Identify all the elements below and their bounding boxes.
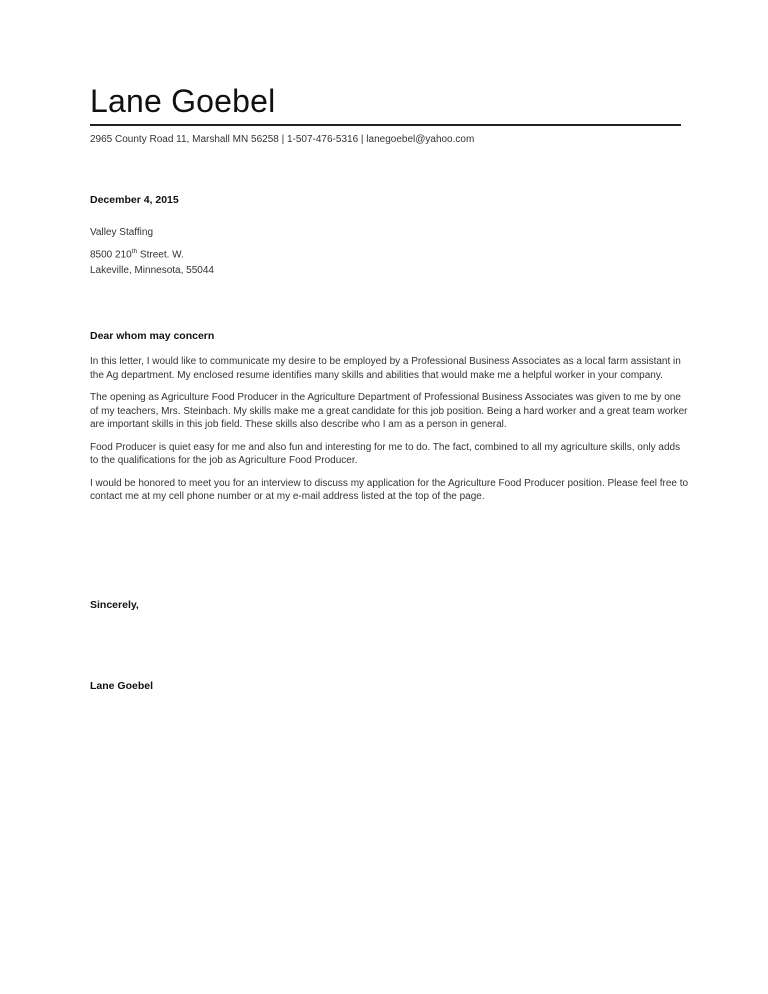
recipient-city: Lakeville, Minnesota, 55044: [90, 265, 214, 276]
body-paragraph-1: In this letter, I would like to communicate my desire to be employed by a Professional Business Associates as a local farm assistant in the Ag department. My enclosed resume identifies many skills and abilities that would make me a helpful worker in your company.: [90, 356, 681, 381]
closing: Sincerely,: [90, 599, 139, 611]
salutation: Dear whom may concern: [90, 330, 215, 342]
letter-body: [90, 355, 690, 513]
body-paragraph-2: The opening as Agriculture Food Producer in the Agriculture Department of Professional Business Associates was given to me by one of my teachers, Mrs. Steinbach. My skills make me a great candidate for this job position. Being a hard worker and a great team worker are important skills in this job field. These skills also describe who I am as a person in general.: [90, 392, 688, 430]
letter-date: December 4, 2015: [90, 194, 179, 206]
ordinal-suffix: th: [131, 248, 138, 255]
recipient-company: Valley Staffing: [90, 227, 154, 238]
street-number: 8500 210: [90, 249, 132, 261]
recipient-address: [90, 223, 214, 280]
header-divider: [90, 124, 681, 126]
body-paragraph-4: I would be honored to meet you for an interview to discuss my application for the Agriculture Food Producer position. Please feel free to contact me at my cell phone number or at my e-mail address listed at the top of the page.: [90, 477, 689, 502]
recipient-street: [90, 242, 214, 261]
contact-line: 2965 County Road 11, Marshall MN 56258 | 1-507-476-5316 | lanegoebel@yahoo.com: [90, 134, 475, 145]
street-name: Street. W.: [137, 249, 184, 261]
sender-name-heading: Lane Goebel: [90, 83, 276, 119]
body-paragraph-3: Food Producer is quiet easy for me and also fun and interesting for me to do. The fact, combined to all my agriculture skills, only adds to the qualifications for the job as Agriculture Food Producer.: [90, 441, 681, 466]
signature-name: Lane Goebel: [90, 680, 154, 692]
